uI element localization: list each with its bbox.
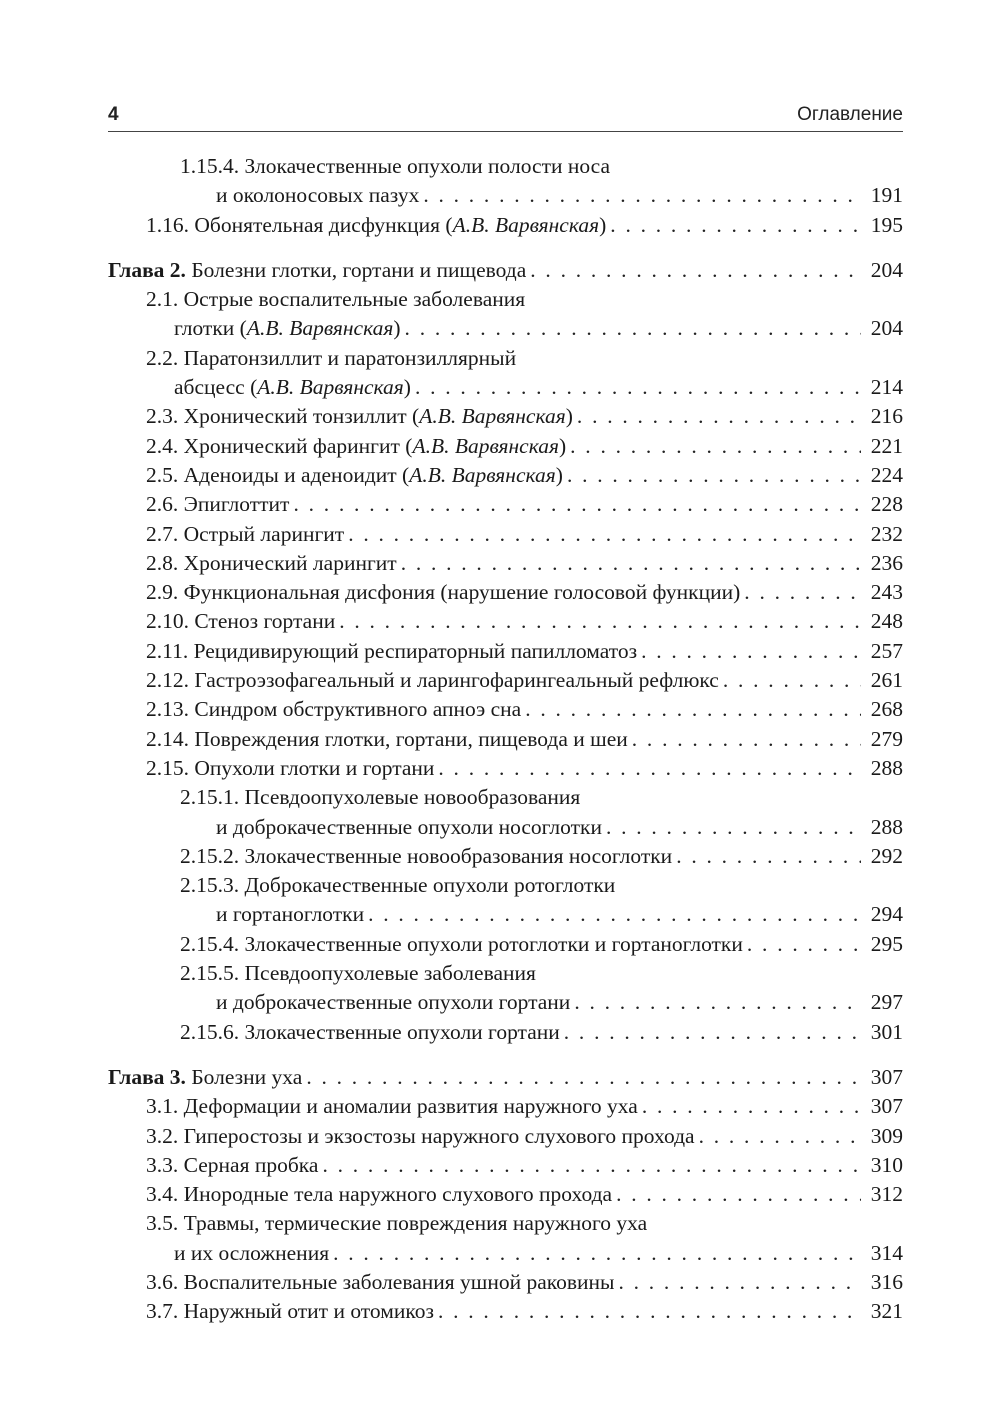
toc-line-text: 2.5. Аденоиды и аденоидит (А.В. Варвянская) [146, 462, 563, 487]
entry-page-number: 257 [870, 638, 903, 663]
toc-line [108, 285, 903, 314]
toc-entry[interactable] [108, 754, 903, 783]
toc-line [108, 637, 903, 666]
chapter-label: Глава 2. [108, 257, 186, 282]
dot-leader [333, 1239, 861, 1268]
toc-entry[interactable] [108, 1297, 903, 1326]
toc-line-text [146, 666, 719, 695]
toc-line-text [146, 1122, 695, 1151]
entry-page-number: 214 [870, 375, 903, 400]
dot-leader [723, 666, 861, 695]
entry-title: 1.15.4. Злокачественные опухоли полости носа [180, 154, 610, 178]
entry-title: 2.10. Стеноз гортани [146, 609, 336, 634]
entry-page-number: 221 [870, 433, 903, 458]
toc-line [108, 959, 903, 988]
toc-line [108, 256, 903, 285]
dot-leader [699, 1122, 861, 1151]
entry-title: 2.15.5. Псевдоопухолевые заболевания [180, 961, 536, 986]
toc-line-text [146, 1211, 647, 1235]
entry-page-number: 288 [870, 814, 903, 839]
entry-title: и их осложнения [174, 1240, 330, 1265]
toc-line-text [146, 520, 344, 549]
entry-page-number: 316 [870, 1269, 903, 1294]
toc-line-text [146, 637, 637, 666]
entry-page-number: 224 [870, 462, 903, 487]
entry-title: и доброкачественные опухоли носоглотки [216, 814, 602, 839]
dot-leader [606, 813, 861, 842]
entry-title: 2.12. Гастроэзофагеальный и ларингофарингеальный рефлюкс [146, 668, 719, 693]
toc-line-text [180, 1018, 560, 1047]
dot-leader [676, 842, 861, 871]
page-number: 4 [108, 104, 119, 125]
toc-line [108, 695, 903, 724]
entry-title: 2.15. Опухоли глотки и гортани [146, 755, 435, 780]
toc-line-text [146, 287, 525, 311]
entry-page-number: 248 [870, 609, 903, 634]
dot-leader [744, 578, 861, 607]
dot-leader [415, 373, 861, 402]
toc-line [108, 211, 903, 240]
entry-page-number: 195 [870, 212, 903, 237]
toc-line [108, 1268, 903, 1297]
toc-line-text: абсцесс (А.В. Варвянская) [174, 375, 411, 400]
dot-leader [438, 1297, 861, 1326]
toc-line [108, 1180, 903, 1209]
dot-leader [567, 461, 861, 490]
toc-line [108, 490, 903, 519]
toc-entry[interactable] [108, 402, 903, 431]
toc-entry[interactable] [108, 344, 903, 403]
entry-page-number: 232 [870, 521, 903, 546]
entry-page-number: 295 [870, 931, 903, 956]
entry-page-number: 292 [870, 843, 903, 868]
toc-line-text [108, 256, 526, 285]
dot-leader [423, 181, 861, 210]
dot-leader [348, 520, 861, 549]
dot-leader [401, 549, 861, 578]
entry-author: А.В. Варвянская [419, 404, 566, 429]
toc-chapter[interactable] [108, 256, 903, 285]
entry-title: и гортаноглотки [216, 902, 365, 927]
toc-entry[interactable] [108, 842, 903, 871]
toc-line-text [216, 813, 602, 842]
entry-author: А.В. Варвянская [257, 375, 404, 400]
toc-line [108, 1297, 903, 1326]
entry-title: 2.15.1. Псевдоопухолевые новообразования [180, 785, 581, 810]
entry-author: А.В. Варвянская [409, 462, 556, 487]
toc-line-text: 2.3. Хронический тонзиллит (А.В. Варвянская) [146, 404, 573, 429]
entry-title: 3.2. Гиперостозы и экзостозы наружного слухового прохода [146, 1123, 695, 1148]
toc-entry[interactable] [108, 1180, 903, 1209]
dot-leader [293, 490, 861, 519]
entry-author: А.В. Варвянская [452, 212, 600, 237]
entry-title: 2.6. Эпиглоттит [146, 492, 290, 517]
toc-line-text: 2.4. Хронический фарингит (А.В. Варвянская) [146, 433, 567, 458]
toc-line [108, 842, 903, 871]
entry-title: и околоносовых пазух [216, 183, 420, 208]
entry-page-number: 307 [870, 1094, 903, 1119]
dot-leader [570, 432, 861, 461]
toc-line [108, 813, 903, 842]
toc-line [108, 432, 903, 461]
entry-title: 2.1. Острые воспалительные заболевания [146, 287, 526, 312]
chapter-label: Глава 3. [108, 1064, 186, 1089]
dot-leader [525, 695, 861, 724]
entry-title: 2.15.6. Злокачественные опухоли гортани [180, 1019, 560, 1044]
toc-line-text [216, 988, 570, 1017]
dot-leader [405, 314, 861, 343]
entry-page-number: 307 [870, 1064, 903, 1089]
toc-entry[interactable] [108, 930, 903, 959]
entry-page-number: 312 [870, 1182, 903, 1207]
dot-leader [368, 900, 861, 929]
toc-line-text [146, 1297, 434, 1326]
toc-entry[interactable] [108, 520, 903, 549]
toc-line [108, 754, 903, 783]
toc-line-text [174, 1239, 329, 1268]
toc-line [108, 988, 903, 1017]
toc-line-text [180, 961, 536, 985]
entry-title: 2.13. Синдром обструктивного апноэ сна [146, 697, 522, 722]
toc-line [108, 402, 903, 431]
toc-line [108, 930, 903, 959]
toc-line-text [146, 578, 740, 607]
toc-line-text [146, 346, 516, 370]
toc-entry[interactable] [108, 1268, 903, 1297]
toc-line-text [146, 1180, 612, 1209]
entry-title: 2.14. Повреждения глотки, гортани, пищевода и шеи [146, 726, 628, 751]
entry-title: 2.8. Хронический ларингит [146, 550, 397, 575]
toc-entry[interactable] [108, 637, 903, 666]
entry-page-number: 297 [870, 990, 903, 1015]
toc-line-text [146, 1151, 318, 1180]
entry-page-number: 301 [870, 1019, 903, 1044]
entry-page-number: 216 [870, 404, 903, 429]
toc-line [108, 1151, 903, 1180]
entry-page-number: 279 [870, 726, 903, 751]
entry-page-number: 310 [870, 1152, 903, 1177]
toc-line-text [146, 695, 521, 724]
entry-title: 3.6. Воспалительные заболевания ушной раковины [146, 1269, 615, 1294]
entry-page-number: 243 [870, 580, 903, 605]
toc-entry[interactable] [108, 1122, 903, 1151]
entry-title: 2.3. Хронический тонзиллит [146, 404, 407, 429]
entry-title: 3.5. Травмы, термические повреждения наружного уха [146, 1211, 648, 1236]
toc-entry[interactable] [108, 666, 903, 695]
entry-title: глотки [174, 316, 235, 341]
toc-line [108, 666, 903, 695]
entry-title: 2.5. Аденоиды и аденоидит [146, 462, 397, 487]
entry-page-number: 236 [870, 550, 903, 575]
toc-entry[interactable] [108, 152, 903, 211]
toc-entry[interactable] [108, 871, 903, 930]
toc-line-text: глотки (А.В. Варвянская) [174, 316, 401, 341]
entry-page-number: 321 [870, 1299, 903, 1324]
toc-line-text [180, 842, 672, 871]
toc-line-text [180, 873, 615, 897]
toc-line [108, 1239, 903, 1268]
toc-line [108, 578, 903, 607]
header-rule [108, 131, 903, 132]
toc-line-text [146, 725, 628, 754]
toc-line [108, 549, 903, 578]
toc-line-text [180, 930, 743, 959]
dot-leader [642, 1092, 861, 1121]
toc-line [108, 725, 903, 754]
toc-line-text: 1.16. Обонятельная дисфункция (А.В. Варвянская) [146, 212, 607, 237]
toc-line-text [146, 754, 434, 783]
toc-line [108, 1122, 903, 1151]
toc-entry[interactable] [108, 1018, 903, 1047]
entry-title: Болезни уха [191, 1064, 303, 1089]
entry-page-number: 204 [870, 257, 903, 282]
entry-title: абсцесс [174, 375, 245, 400]
toc-line [108, 1209, 903, 1238]
table-of-contents [108, 152, 903, 1327]
toc-entry[interactable] [108, 959, 903, 1018]
entry-title: 2.15.4. Злокачественные опухоли ротоглотки и гортаноглотки [180, 931, 743, 956]
entry-title: 2.11. Рецидивирующий респираторный папилломатоз [146, 638, 638, 663]
toc-entry[interactable] [108, 432, 903, 461]
toc-entry[interactable] [108, 461, 903, 490]
toc-line [108, 344, 903, 373]
toc-line-text [180, 785, 580, 809]
toc-entry[interactable] [108, 211, 903, 240]
entry-page-number: 204 [870, 316, 903, 341]
toc-entry[interactable] [108, 695, 903, 724]
entry-title: 1.16. Обонятельная дисфункция [146, 212, 441, 237]
toc-line [108, 871, 903, 900]
toc-entry[interactable] [108, 549, 903, 578]
dot-leader [438, 754, 861, 783]
dot-leader [574, 988, 861, 1017]
toc-line-text [146, 1092, 638, 1121]
entry-author: А.В. Варвянская [412, 433, 559, 458]
entry-page-number: 309 [870, 1123, 903, 1148]
entry-title: 2.4. Хронический фарингит [146, 433, 400, 458]
entry-title: 3.3. Серная пробка [146, 1152, 319, 1177]
entry-title: 2.15.2. Злокачественные новообразования носоглотки [180, 843, 673, 868]
toc-line [108, 181, 903, 210]
dot-leader [306, 1063, 861, 1092]
dot-leader [641, 637, 861, 666]
entry-title: 2.9. Функциональная дисфония (нарушение голосовой функции) [146, 580, 741, 605]
entry-author: А.В. Варвянская [246, 316, 394, 341]
toc-line [108, 1092, 903, 1121]
toc-entry[interactable] [108, 607, 903, 636]
toc-line [108, 373, 903, 402]
toc-line-text [216, 900, 364, 929]
toc-line [108, 520, 903, 549]
toc-entry[interactable] [108, 1209, 903, 1268]
dot-leader [322, 1151, 861, 1180]
toc-line [108, 1018, 903, 1047]
dot-leader [632, 725, 861, 754]
entry-title: 2.7. Острый ларингит [146, 521, 345, 546]
dot-leader [747, 930, 861, 959]
page-header [108, 100, 903, 130]
toc-line [108, 461, 903, 490]
dot-leader [339, 607, 861, 636]
toc-line-text [108, 1063, 302, 1092]
toc-entry[interactable] [108, 578, 903, 607]
entry-title: 2.15.3. Доброкачественные опухоли ротоглотки [180, 873, 616, 898]
entry-page-number: 268 [870, 697, 903, 722]
entry-page-number: 288 [870, 755, 903, 780]
toc-line-text [146, 607, 335, 636]
dot-leader [564, 1018, 861, 1047]
toc-line [108, 152, 903, 181]
entry-title: и доброкачественные опухоли гортани [216, 990, 571, 1015]
entry-page-number: 314 [870, 1240, 903, 1265]
entry-page-number: 191 [870, 183, 903, 208]
toc-line [108, 900, 903, 929]
toc-entry[interactable] [108, 1151, 903, 1180]
dot-leader [610, 211, 861, 240]
dot-leader [577, 402, 861, 431]
entry-title: Болезни глотки, гортани и пищевода [191, 257, 527, 282]
toc-line [108, 1063, 903, 1092]
toc-chapter[interactable] [108, 1063, 903, 1092]
entry-title: 3.4. Инородные тела наружного слухового прохода [146, 1182, 613, 1207]
toc-entry[interactable] [108, 285, 903, 344]
dot-leader [616, 1180, 861, 1209]
toc-line [108, 783, 903, 812]
toc-entry[interactable] [108, 1092, 903, 1121]
entry-page-number: 294 [870, 902, 903, 927]
entry-title: 3.1. Деформации и аномалии развития наружного уха [146, 1094, 638, 1119]
toc-line [108, 314, 903, 343]
toc-line-text [146, 1268, 614, 1297]
toc-line-text [146, 549, 397, 578]
toc-entry[interactable] [108, 725, 903, 754]
dot-leader [618, 1268, 861, 1297]
toc-line [108, 607, 903, 636]
toc-line-text [216, 181, 419, 210]
toc-line-text [146, 490, 289, 519]
entry-title: 2.2. Паратонзиллит и паратонзиллярный [146, 345, 517, 370]
entry-page-number: 261 [870, 668, 903, 693]
entry-title: 3.7. Наружный отит и отомикоз [146, 1299, 434, 1324]
entry-page-number: 228 [870, 492, 903, 517]
toc-entry[interactable] [108, 783, 903, 842]
dot-leader [530, 256, 861, 285]
toc-entry[interactable] [108, 490, 903, 519]
toc-line-text [180, 154, 610, 178]
running-title: Оглавление [797, 104, 903, 125]
